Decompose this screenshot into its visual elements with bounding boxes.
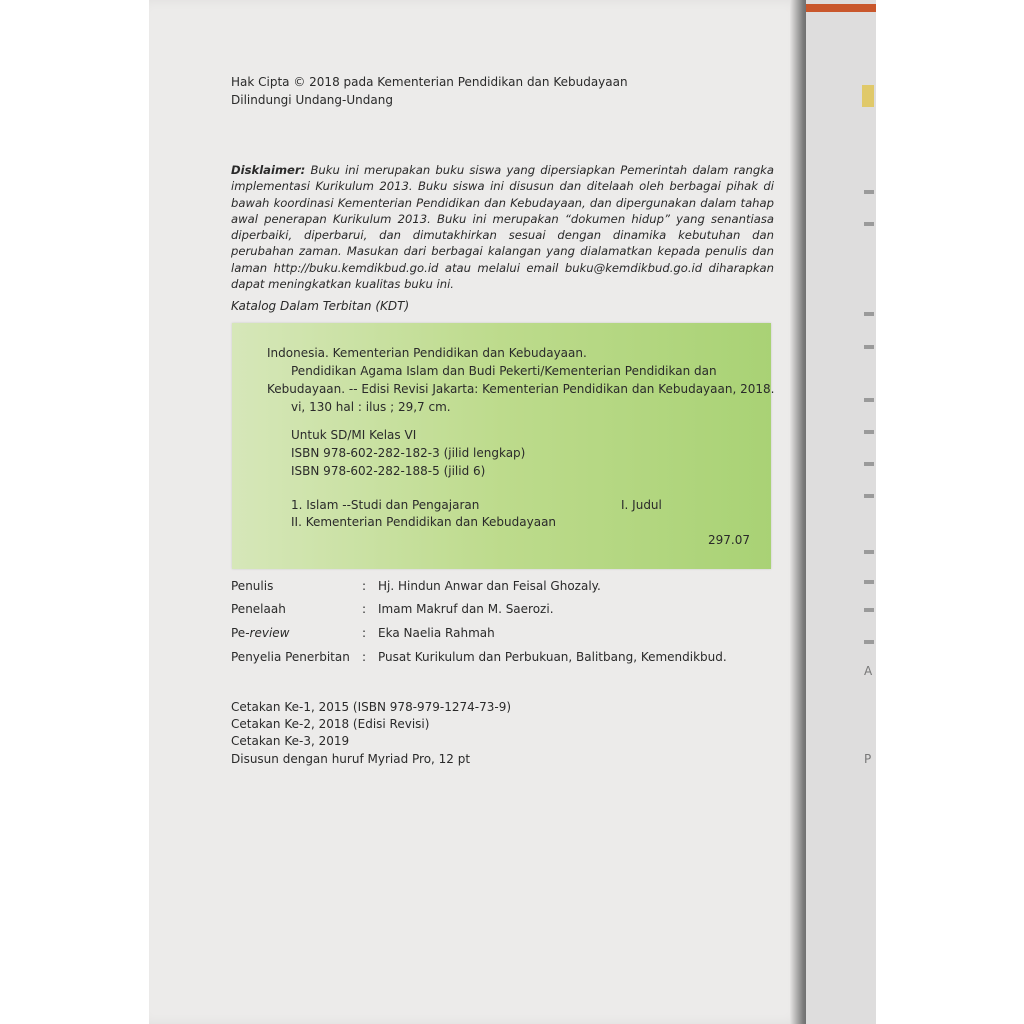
next-page-mark [864,222,874,226]
kdt-classification: 297.07 [708,533,750,547]
print-edition-3: Cetakan Ke-3, 2019 [231,734,350,748]
kdt-publisher: Indonesia. Kementerian Pendidikan dan Kebudayaan. [267,346,587,360]
credit-colon: : [362,626,367,640]
next-page-letter-p: P [864,752,872,766]
copyright-line: Hak Cipta © 2018 pada Kementerian Pendidikan dan Kebudayaan [231,75,628,89]
next-page-mark [864,580,874,584]
kdt-isbn-full: ISBN 978-602-282-182-3 (jilid lengkap) [291,446,526,460]
print-edition-2: Cetakan Ke-2, 2018 (Edisi Revisi) [231,717,430,731]
next-page-mark [864,494,874,498]
next-page-mark [864,608,874,612]
next-page-mark [864,430,874,434]
next-page-accent-bar [806,4,876,12]
kdt-subject-2: II. Kementerian Pendidikan dan Kebudayaan [291,515,557,529]
credit-colon: : [362,602,367,616]
disclaimer-text: Buku ini merupakan buku siswa yang dipersiapkan Pemerintah dalam rangka implementasi Kurikulum 2013. Buku siswa ini disusun dan ditelaah oleh berbagai pihak di bawah koordinasi Kementerian Pendidikan dan Kebudayaan, dan dipergunakan dalam tahap awal penerapan Kurikulum 2013. Buku ini merupakan “dokumen hidup” yang senantiasa diperbaiki, diperbarui, dan dimutakhirkan sesuai dengan dinamika kebutuhan dan perubahan zaman. Masukan dari berbagai kalangan yang dialamatkan kepada penulis dan laman http://buku.kemdikbud.go.id atau melalui email buku@kemdikbud.go.id diharapkan dapat meningkatkan kualitas buku ini. [231,163,774,292]
kdt-subject-1: 1. Islam --Studi dan Pengajaran [291,498,480,512]
disclaimer-paragraph [231,162,774,292]
next-page-letter-a: A [864,664,873,678]
credit-label-pe-review-prefix: Pe- [231,626,250,640]
credit-label-supervisor: Penyelia Penerbitan [231,650,350,664]
credit-label-pe-review [231,626,289,640]
next-page-edge [806,0,876,1024]
next-page-mark [864,462,874,466]
next-page-mark [864,550,874,554]
kdt-subject-title: I. Judul [621,498,662,512]
protected-line: Dilindungi Undang-Undang [231,93,393,107]
kdt-pages: vi, 130 hal : ilus ; 29,7 cm. [291,400,451,414]
kdt-heading: Katalog Dalam Terbitan (KDT) [231,299,410,313]
next-page-mark [864,398,874,402]
disclaimer-label: Disklaimer: [231,163,306,177]
kdt-isbn-volume: ISBN 978-602-282-188-5 (jilid 6) [291,464,486,478]
kdt-title: Pendidikan Agama Islam dan Budi Pekerti/Kementerian Pendidikan dan [291,364,717,378]
credit-label-reviewer: Penelaah [231,602,286,616]
next-page-tab [862,85,874,107]
credit-label-pe-review-italic: review [249,626,290,640]
credit-colon: : [362,579,367,593]
kdt-target: Untuk SD/MI Kelas VI [291,428,417,442]
credit-label-writer: Penulis [231,579,274,593]
credit-colon: : [362,650,367,664]
credit-value-pe-review: Eka Naelia Rahmah [378,626,495,640]
credit-value-writer: Hj. Hindun Anwar dan Feisal Ghozaly. [378,579,601,593]
credit-value-supervisor: Pusat Kurikulum dan Perbukuan, Balitbang, Kemendikbud. [378,650,727,664]
credit-value-reviewer: Imam Makruf dan M. Saerozi. [378,602,554,616]
next-page-mark [864,345,874,349]
kdt-title-cont: Kebudayaan. -- Edisi Revisi Jakarta: Kementerian Pendidikan dan Kebudayaan, 2018. [267,382,775,396]
typeface-note: Disusun dengan huruf Myriad Pro, 12 pt [231,752,471,766]
next-page-mark [864,190,874,194]
next-page-mark [864,312,874,316]
next-page-mark [864,640,874,644]
print-edition-1: Cetakan Ke-1, 2015 (ISBN 978-979-1274-73-9) [231,700,512,714]
